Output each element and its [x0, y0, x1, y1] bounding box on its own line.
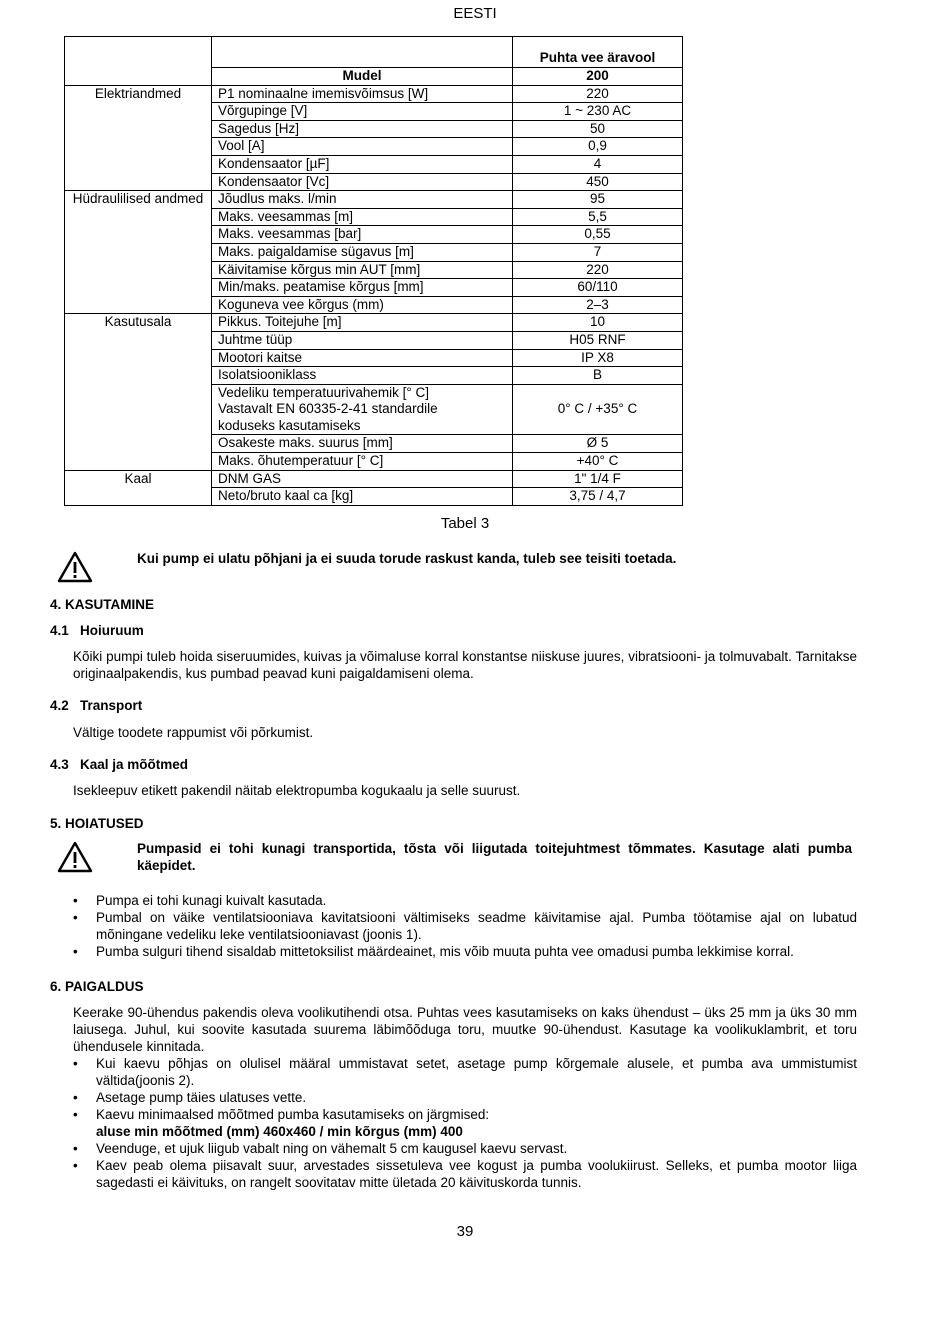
table-corner-cell — [212, 37, 513, 68]
row-value: 0,55 — [513, 226, 683, 244]
row-value: 60/110 — [513, 279, 683, 297]
row-label: Isolatsiooniklass — [212, 367, 513, 385]
row-value: 220 — [513, 261, 683, 279]
table-row — [65, 314, 683, 332]
list-item-text: Kaevu minimaalsed mõõtmed pumba kasutamiseks on järgmised: — [96, 1107, 490, 1122]
row-label: Min/maks. peatamise kõrgus [mm] — [212, 279, 513, 297]
row-label: Maks. paigaldamise sügavus [m] — [212, 243, 513, 261]
warning-text-cable: Pumpasid ei tohi kunagi transportida, tõsta või liigutada toitejuhtmest tõmmates. Kasutage alati pumba käepidet. — [137, 841, 852, 873]
warning-triangle-icon — [57, 841, 93, 873]
section-4-2-title: 4.2 Transport — [50, 698, 143, 713]
row-label: Kondensaator [Vc] — [212, 173, 513, 191]
row-label: Võrgupinge [V] — [212, 103, 513, 121]
row-value: 4 — [513, 155, 683, 173]
row-label: Vool [A] — [212, 138, 513, 156]
column-header: Puhta vee äravool — [513, 37, 683, 68]
table-row — [65, 191, 683, 209]
row-value: Ø 5 — [513, 435, 683, 453]
model-label: Mudel — [212, 68, 513, 86]
section-4-2-text: Vältige toodete rappumist või põrkumist. — [73, 725, 314, 740]
row-value: 10 — [513, 314, 683, 332]
section-4-3-text: Isekleepuv etikett pakendil näitab elektropumba kogukaalu ja selle suurust. — [73, 783, 521, 798]
list-item: • Pumba sulguri tihend sisaldab mittetoksilist määrdeainet, mis võib muuta puhta vee omadusi pumba lekkimise korral. — [73, 943, 857, 960]
row-label: Juhtme tüüp — [212, 331, 513, 349]
row-label: P1 nominaalne imemisvõimsus [W] — [212, 85, 513, 103]
table-corner-cell — [65, 37, 212, 68]
row-label: Koguneva vee kõrgus (mm) — [212, 296, 513, 314]
row-value: +40° C — [513, 453, 683, 471]
list-item: • Asetage pump täies ulatuses vette. — [73, 1089, 857, 1106]
row-value: 3,75 / 4,7 — [513, 488, 683, 506]
row-value: H05 RNF — [513, 331, 683, 349]
section-6-title: 6. PAIGALDUS — [50, 979, 144, 994]
warning-triangle-icon — [57, 551, 93, 583]
spec-table — [64, 36, 683, 506]
group-label: Kasutusala — [65, 314, 212, 470]
row-label: Osakeste maks. suurus [mm] — [212, 435, 513, 453]
row-value: IP X8 — [513, 349, 683, 367]
table-row — [65, 470, 683, 488]
row-label: Jõudlus maks. l/min — [212, 191, 513, 209]
row-label: Vedeliku temperatuurivahemik [° C] Vastavalt EN 60335-2-41 standardile koduseks kasutamiseks — [212, 384, 513, 435]
group-label: Hüdraulilised andmed — [65, 191, 212, 314]
list-item: • Kui kaevu põhjas on olulisel määral ummistavat setet, asetage pump kõrgemale alusele, et pumba ava ummistumist vältida(joonis 2). — [73, 1055, 857, 1089]
row-value: 450 — [513, 173, 683, 191]
row-label: Neto/bruto kaal ca [kg] — [212, 488, 513, 506]
row-value: 7 — [513, 243, 683, 261]
list-item: • Kaev peab olema piisavalt suur, arvestades sissetuleva vee kogust ja pumba voolukiirust. Selleks, et pumba mootor liiga sagedasti ei käivituks, on rangelt soovitatav mitte ületada 20 käivituskorda tunnis. — [73, 1157, 857, 1191]
group-label: Kaal — [65, 470, 212, 505]
table-corner-cell — [65, 68, 212, 86]
row-label: Käivitamise kõrgus min AUT [mm] — [212, 261, 513, 279]
list-item: • Pumpa ei tohi kunagi kuivalt kasutada. — [73, 892, 857, 909]
row-label: Mootori kaitse — [212, 349, 513, 367]
list-item: • Veenduge, et ujuk liigub vabalt ning on vähemalt 5 cm kaugusel kaevu servast. — [73, 1140, 857, 1157]
warnings-list — [73, 892, 857, 960]
row-value: 95 — [513, 191, 683, 209]
section-4-3-title: 4.3 Kaal ja mõõtmed — [50, 757, 189, 772]
row-label: Kondensaator [µF] — [212, 155, 513, 173]
row-value: B — [513, 367, 683, 385]
installation-list — [73, 1055, 857, 1191]
list-item — [73, 1106, 857, 1140]
page-header: EESTI — [453, 5, 497, 22]
section-4-title: 4. KASUTAMINE — [50, 597, 155, 612]
row-value: 5,5 — [513, 208, 683, 226]
table-header-row — [65, 37, 683, 68]
well-dimensions: aluse min mõõtmed (mm) 460x460 / min kõrgus (mm) 400 — [96, 1124, 463, 1139]
row-value: 0° C / +35° C — [513, 384, 683, 435]
row-label: Sagedus [Hz] — [212, 120, 513, 138]
section-4-1-text: Kõiki pumpi tuleb hoida siseruumides, kuivas ja võimaluse korral konstantse niiskuse juures, vibratsiooni- ja tolmuvabalt. Tarnitakse originaalpakendis, kus pumbad peavad kuni paigaldamiseni olema. — [73, 649, 857, 681]
list-item: • Pumbal on väike ventilatsiooniava kavitatsiooni vältimiseks seadme käivitamise ajal. Pumba töötamise ajal on lubatud mõningane vedeliku leke ventilatsiooniavast (joonis 1). — [73, 909, 857, 943]
row-label: Maks. õhutemperatuur [° C] — [212, 453, 513, 471]
row-label: Maks. veesammas [bar] — [212, 226, 513, 244]
group-label: Elektriandmed — [65, 85, 212, 191]
row-value: 50 — [513, 120, 683, 138]
row-value: 220 — [513, 85, 683, 103]
section-4-1-title: 4.1 Hoiuruum — [50, 623, 144, 638]
section-5-title: 5. HOIATUSED — [50, 816, 144, 831]
model-value: 200 — [513, 68, 683, 86]
section-6-intro: Keerake 90-ühendus pakendis oleva voolikutihendi otsa. Puhtas vees kasutamiseks on kaks ühendust – üks 25 mm ja üks 30 mm laiusega. Juhul, kui soovite kasutada suurema läbimõõduga toru, muutke 90-ühendust. Kasutage ka voolikuklambrit, et toru ühendusele kinnitada. — [73, 1005, 857, 1054]
row-label: Maks. veesammas [m] — [212, 208, 513, 226]
row-value: 0,9 — [513, 138, 683, 156]
row-label: Pikkus. Toitejuhe [m] — [212, 314, 513, 332]
row-label: DNM GAS — [212, 470, 513, 488]
table-row — [65, 85, 683, 103]
row-value: 1 ~ 230 AC — [513, 103, 683, 121]
page-number: 39 — [456, 1223, 474, 1240]
table-caption: Tabel 3 — [440, 515, 490, 532]
row-value: 2–3 — [513, 296, 683, 314]
warning-text-support: Kui pump ei ulatu põhjani ja ei suuda torude raskust kanda, tuleb see teisiti toetada. — [137, 551, 677, 566]
model-row — [65, 68, 683, 86]
row-value: 1" 1/4 F — [513, 470, 683, 488]
